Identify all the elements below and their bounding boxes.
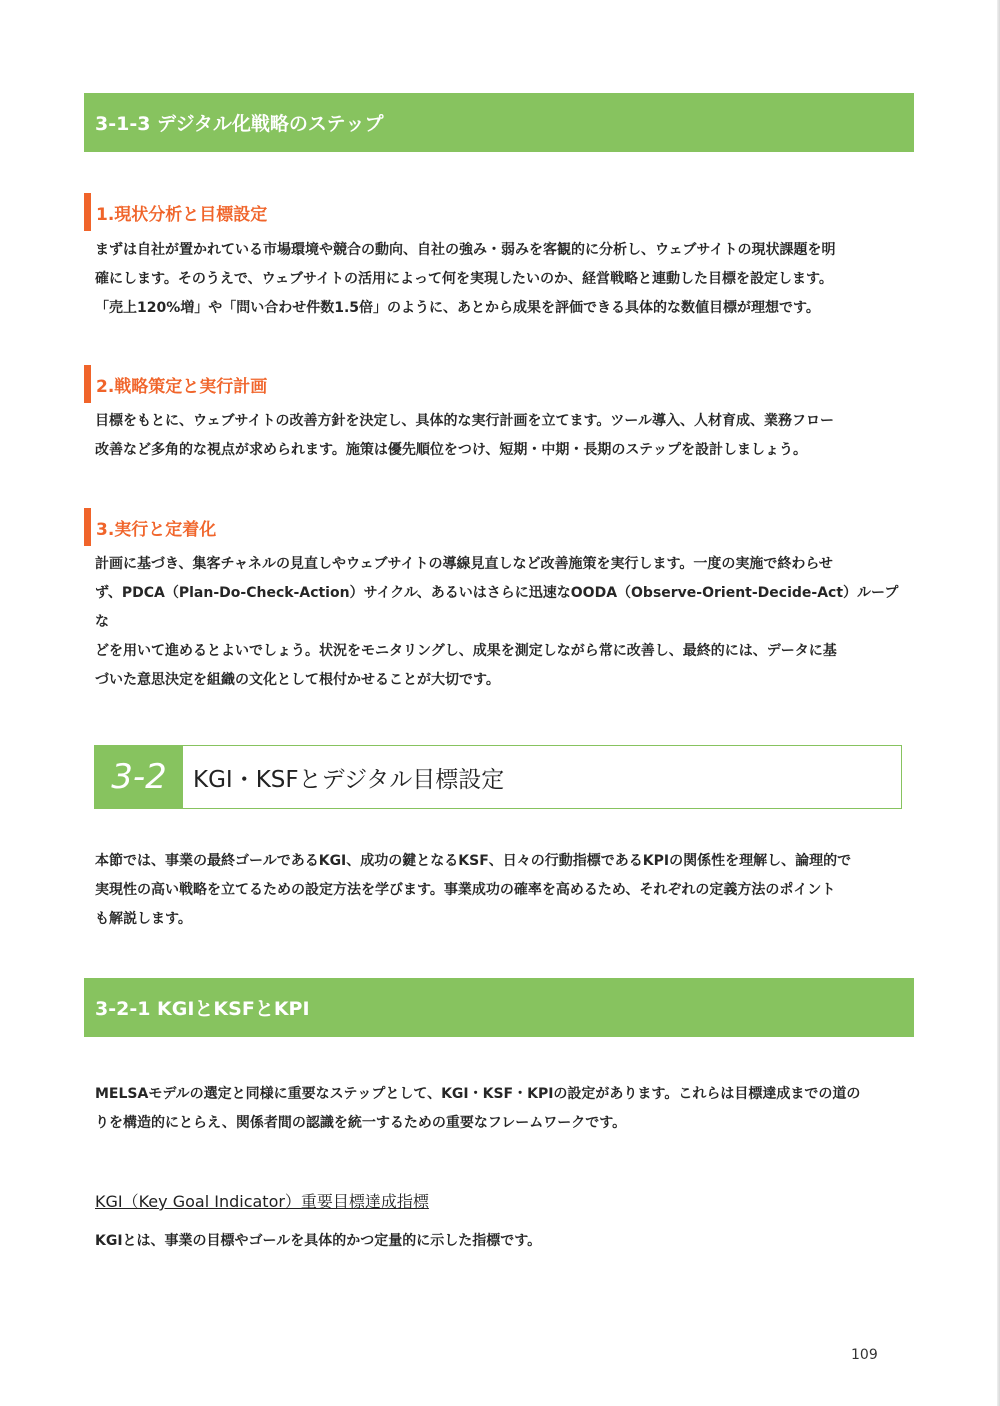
step1-paragraph (95, 236, 900, 323)
step-heading-2 (84, 365, 267, 403)
text-line: りを構造的にとらえ、関係者間の認識を統一するための重要なフレームワークです。 (95, 1115, 627, 1131)
section-3-2-1-paragraph (95, 1080, 900, 1138)
text-line: 計画に基づき、集客チャネルの見直しやウェブサイトの導線見直しなど改善施策を実行します。一度の実施で終わらせ (95, 556, 833, 572)
section-number: 3-2 (95, 746, 183, 808)
text-line: ず、PDCA（Plan-Do-Check-Action）サイクル、あるいはさらに迅速なOODA（Observe-Orient-Decide-Act）ループな (95, 585, 899, 630)
step-heading-3 (84, 508, 216, 546)
step2-paragraph (95, 407, 900, 465)
text-line: 本節では、事業の最終ゴールであるKGI、成功の鍵となるKSF、日々の行動指標であるKPIの関係性を理解し、論理的で (95, 853, 852, 869)
section-title: KGI・KSFとデジタル目標設定 (193, 766, 505, 793)
step-heading-text: 3.実行と定着化 (96, 519, 217, 540)
section-title-box-3-2 (94, 745, 902, 809)
section-heading-text: 3-1-3 デジタル化戦略のステップ (95, 113, 384, 135)
section-heading-text: 3-2-1 KGIとKSFとKPI (95, 998, 310, 1020)
text-line: も解説します。 (95, 911, 192, 927)
text-line: まずは自社が置かれている市場環境や競合の動向、自社の強み・弱みを客観的に分析し、ウェブサイトの現状課題を明 (95, 242, 836, 258)
step3-paragraph (95, 550, 900, 695)
step-heading-text: 1.現状分析と目標設定 (96, 204, 268, 225)
text-line: 目標をもとに、ウェブサイトの改善方針を決定し、具体的な実行計画を立てます。ツール導入、人材育成、業務フロー (95, 413, 835, 429)
step-heading-1 (84, 193, 267, 231)
section-3-2-intro (95, 847, 900, 934)
text-line: 「売上120%増」や「問い合わせ件数1.5倍」のように、あとから成果を評価できる具体的な数値目標が理想です。 (95, 300, 820, 316)
kgi-paragraph (95, 1227, 900, 1256)
text-line: どを用いて進めるとよいでしょう。状況をモニタリングし、成果を測定しながら常に改善し、最終的には、データに基 (95, 643, 837, 659)
step-heading-text: 2.戦略策定と実行計画 (96, 376, 268, 397)
text-line: 改善など多角的な視点が求められます。施策は優先順位をつけ、短期・中期・長期のステップを設計しましょう。 (95, 442, 808, 458)
text-line: 実現性の高い戦略を立てるための設定方法を学びます。事業成功の確率を高めるため、それぞれの定義方法のポイント (95, 882, 836, 898)
kgi-heading: KGI（Key Goal Indicator）重要目標達成指標 (95, 1192, 429, 1211)
text-line: MELSAモデルの選定と同様に重要なステップとして、KGI・KSF・KPIの設定があります。これらは目標達成までの道の (95, 1086, 861, 1102)
section-heading-3-1-3 (84, 93, 914, 152)
text-line: づいた意思決定を組織の文化として根付かせることが大切です。 (95, 672, 500, 688)
section-heading-3-2-1 (84, 978, 914, 1037)
text-line: KGIとは、事業の目標やゴールを具体的かつ定量的に示した指標です。 (95, 1233, 542, 1249)
text-line: 確にします。そのうえで、ウェブサイトの活用によって何を実現したいのか、経営戦略と連動した目標を設定します。 (95, 271, 833, 287)
page-number: 109 (851, 1347, 878, 1363)
